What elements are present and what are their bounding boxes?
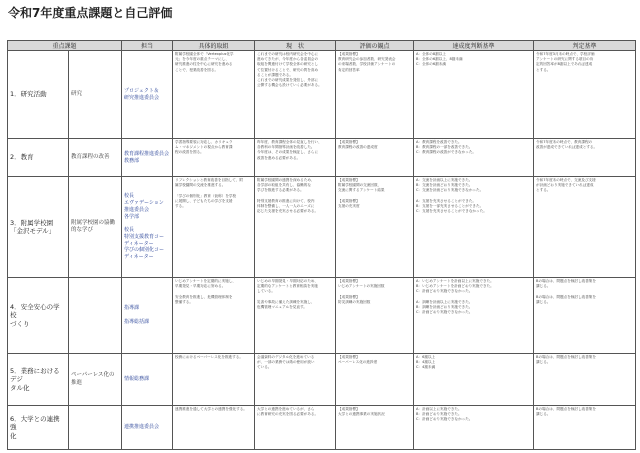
table-row xyxy=(8,354,636,406)
status-cell: 会議資料のデジタル化を進めている が、一部の業務では紙の使用が続い ている。 xyxy=(255,354,336,406)
viewpoint-cell: 【成果指標】 附属学校園間の交流回数、 交流に関するアンケート結果 【成果指標】 支援の充実度 xyxy=(336,177,414,278)
category-cell: 6．大学との連携強 化 xyxy=(8,406,69,450)
owner-cell: 校長 エヴァデーション 推進委員会 各学部 校長 特別支援教育コー ディネーター 学びの個別化コー ディネーター xyxy=(122,177,173,278)
action-cell: リフレクションと教育改善を目指して、附 属学校園間の交流を推進する。 「学びの個別化」教育（仮称）を学校 に展開し、子どもたちの学びを支援 する。 xyxy=(173,177,255,278)
judgment-cell: 令和7年度末の時点で、交流及び支援 が計画どおり実施できていれば達成 とする。 xyxy=(534,177,636,278)
owner-cell: 連携推進委員会 xyxy=(122,406,173,450)
subcategory-cell: 研究 xyxy=(69,51,122,139)
subcategory-cell: 附属学校園の協働 的な学び xyxy=(69,177,122,278)
header-priority: 重点課題 xyxy=(8,41,122,51)
owner-cell: 指導課 指導総括課 xyxy=(122,278,173,354)
status-cell: いじめの早期発見・早期対応のため、 定期的なアンケートと教育相談を実施 している。 災害や事故に備えた訓練を実施し、 危機管理マニュアルを見直す。 xyxy=(255,278,336,354)
owner-cell: 教育課程推進委員会 教務部 xyxy=(122,139,173,177)
judgment-cell: 令和7年度3月末の時点で、学校評価 アンケートの研究に関する項目の肯 定的回答率が8割以上であれば達成 とする。 xyxy=(534,51,636,139)
status-cell: これまでの研究は校内研究会を中心に 進めてきたが、今年度から各委員会の 取組を関連付けて学校全体の研究とし て位置付けることで、研究の質を高め ることが課題である。 これまでの研究成果を発信し、外部に 公開する機会も設けていく必要がある。 xyxy=(255,51,336,139)
action-cell: いじめアンケートを定期的に実施し、 早期発見・早期対応に努める。 安全教育を推進し、危機管理体制を 整備する。 xyxy=(173,278,255,354)
criteria-cell: A：教育課程を改善できた。 B：教育課程の一部を改善できた。 C：教育課程の改善ができなかった。 xyxy=(414,139,534,177)
header-owner: 担当 xyxy=(122,41,173,51)
category-cell: 2．教育 xyxy=(8,139,69,177)
judgment-cell: Bの場合は、問題点を検討し改善策を 講じる。 xyxy=(534,406,636,450)
judgment-cell: Bの場合は、問題点を検討し改善策を 講じる。 Bの場合は、問題点を検討し改善策を 講じる。 xyxy=(534,278,636,354)
subcategory-cell xyxy=(69,278,122,354)
table-row xyxy=(8,278,636,354)
evaluation-table xyxy=(7,40,636,450)
criteria-cell: A：6割以上 B：4割以上 C：4割未満 xyxy=(414,354,534,406)
viewpoint-cell: 【成果指標】 いじめアンケートの実施回数 【成果指標】 防災訓練の実施回数 xyxy=(336,278,414,354)
status-cell: 附属学校園間の連携を深めるため、 各学部の取組を共有し、協働的な 学びを推進する必要がある。 特別支援教育の推進に向けて、校内 体制を整備し、一人一人のニーズに 応じた支援を充実させる必要がある。 xyxy=(255,177,336,278)
category-cell: 1．研究活動 xyxy=(8,51,69,139)
header-row xyxy=(8,41,636,51)
subcategory-cell: ペーパーレス化の 推進 xyxy=(69,354,122,406)
judgment-cell: 令和7年度末の時点で、教育課程の 改善が達成できていれば達成とする。 xyxy=(534,139,636,177)
viewpoint-cell: 【成果指標】 大学との連携事業の実施状況 xyxy=(336,406,414,450)
criteria-cell: A：交流を計画以上に実施できた。 B：交流を計画どおり実施できた。 C：交流を計画どおり実施できなかった。 A：支援を充実させることができた。 B：支援を一部充実させることができた。 C：支援を充実させることができなかった。 xyxy=(414,177,534,278)
subcategory-cell: 教育課程の改善 xyxy=(69,139,122,177)
subcategory-cell xyxy=(69,406,122,450)
status-cell: 昨年度、教育課程全体の見直しを行い、 各教科の年間指導計画を改善した。 今年度は、その成果を検証し、さらに 改善を進める必要がある。 xyxy=(255,139,336,177)
status-cell: 大学との連携を進めているが、さら に教育研究の充実を図る必要がある。 xyxy=(255,406,336,450)
category-cell: 5．業務におけるデジ タル化 xyxy=(8,354,69,406)
action-cell: 連携推進を通して大学との連携を強化する。 xyxy=(173,406,255,450)
header-action: 具体的取組 xyxy=(173,41,255,51)
category-cell: 3．附属学校園 「金沢モデル」 xyxy=(8,177,69,278)
criteria-cell: A：いじめアンケートを計画以上に実施できた。 B：いじめアンケートを計画どおり実施できた。 C：計画どおり実施できなかった。 A：訓練を計画以上に実施できた。 B：訓練を計画どおり実施できた。 C：計画どおり実施できなかった。 xyxy=(414,278,534,354)
owner-cell: プロジェクト＆ 研究推進委員会 xyxy=(122,51,173,139)
header-criteria: 達成度判断基準 xyxy=(414,41,534,51)
header-judgment: 判定基準 xyxy=(534,41,636,51)
action-cell: 附属学校園全体で「Vertexplus化学 元」を今年度の重点テーマにし、 研究推進の柱を中心に研究を進める ことで、授業改善を図る。 xyxy=(173,51,255,139)
header-status: 現 状 xyxy=(255,41,336,51)
header-viewpoint: 評価の観点 xyxy=(336,41,414,51)
action-cell: 校務におけるペーパーレス化を推進する。 xyxy=(173,354,255,406)
table-row xyxy=(8,177,636,278)
criteria-cell: A：全体の8割以上 B：全体の6割以上、8割未満 C：全体の6割未満 xyxy=(414,51,534,139)
viewpoint-cell: 【成果指標】 教育研究会の参加者数、研究発表会 の来場者数、学校評価アンケートの 肯定的回答率 xyxy=(336,51,414,139)
owner-cell: 情報総務課 xyxy=(122,354,173,406)
page-title: 令和7年度重点課題と自己評価 xyxy=(8,6,173,20)
judgment-cell: Bの場合は、問題点を検討し改善策を 講じる。 xyxy=(534,354,636,406)
action-cell: 学習指導要領に対応し、カリキュラ ム・マネジメントの視点から教育課 程の改善を図る。 xyxy=(173,139,255,177)
criteria-cell: A：計画以上に実施できた。 B：計画どおり実施できた。 C：計画どおり実施できなかった。 xyxy=(414,406,534,450)
viewpoint-cell: 【成果指標】 ペーパーレス化の進捗度 xyxy=(336,354,414,406)
table-row xyxy=(8,51,636,139)
viewpoint-cell: 【成果指標】 教育課程の改善の達成度 xyxy=(336,139,414,177)
category-cell: 4．安全安心の学校 づくり xyxy=(8,278,69,354)
table-row xyxy=(8,406,636,450)
table-row xyxy=(8,139,636,177)
